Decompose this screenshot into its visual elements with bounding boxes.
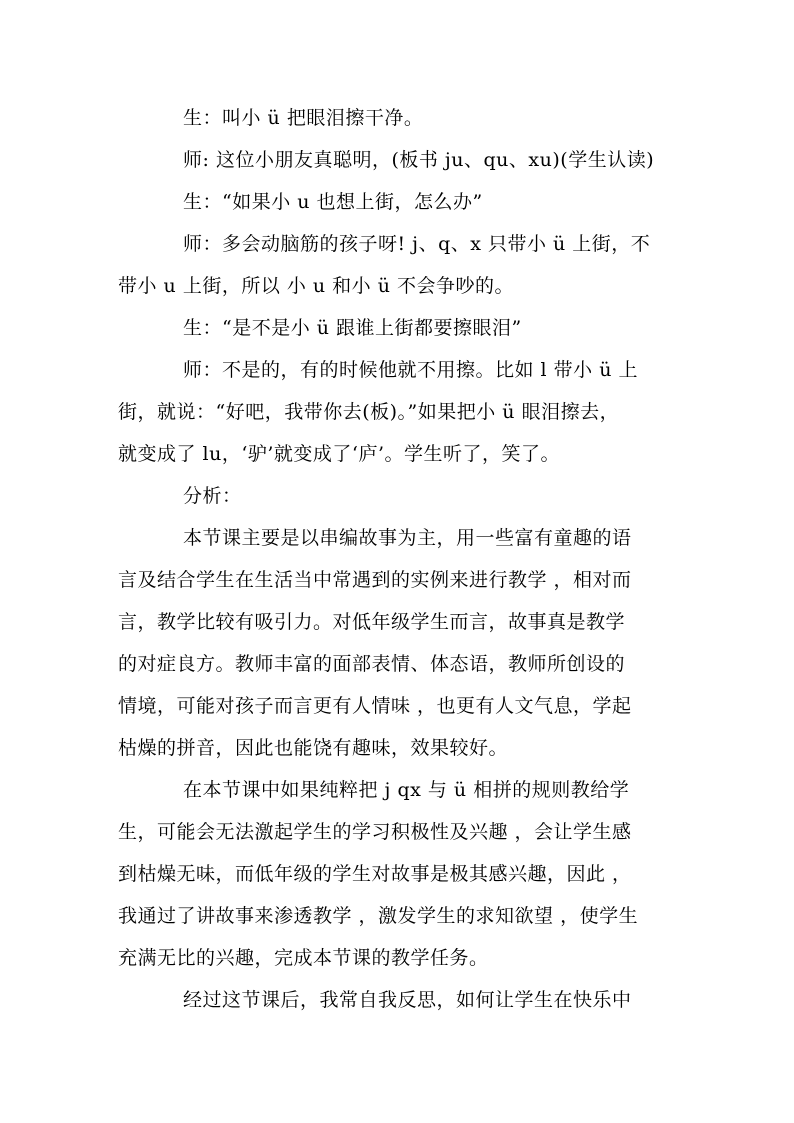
text-line: 街，就说：“好吧，我带你去(板)。”如果把小 ü 眼泪擦去， — [118, 401, 620, 423]
text-line: 到枯燥无味，而低年级的学生对故事是极其感兴趣，因此 ， — [118, 863, 632, 885]
text-line: 情境，可能对孩子而言更有人情味 ，也更有人文气息，学起 — [118, 695, 632, 717]
text-line: 在本节课中如果纯粹把 j qx 与 ü 相拼的规则教给学 — [183, 779, 630, 801]
text-line: 言及结合学生在生活当中常遇到的实例来进行教学 ，相对而 — [118, 569, 632, 591]
text-line: 生：叫小 ü 把眼泪擦干净。 — [183, 107, 424, 129]
text-line: 我通过了讲故事来渗透教学 ，激发学生的求知欲望 ，使学生 — [118, 905, 639, 927]
text-line: 充满无比的兴趣，完成本节课的教学任务。 — [118, 947, 489, 969]
text-line: 生，可能会无法激起学生的学习积极性及兴趣 ，会让学生感 — [118, 821, 632, 843]
text-line: 本节课主要是以串编故事为主，用一些富有童趣的语 — [183, 527, 632, 549]
text-line: 生：“如果小 u 也想上街，怎么办” — [183, 191, 483, 213]
text-line: 经过这节课后，我常自我反思，如何让学生在快乐中 — [183, 989, 632, 1011]
text-line: 言，教学比较有吸引力。对低年级学生而言，故事真是教学 — [118, 611, 626, 633]
text-line: 师: 这位小朋友真聪明，(板书 ju、qu、xu)(学生认读) — [183, 149, 655, 171]
text-line: 生：“是不是小 ü 跟谁上街都要擦眼泪” — [183, 317, 522, 339]
text-line: 枯燥的拼音，因此也能饶有趣味，效果较好。 — [118, 737, 509, 759]
text-line: 师：多会动脑筋的孩子呀! j、q、x 只带小 ü 上街，不 — [183, 233, 651, 255]
text-line: 师：不是的，有的时候他就不用擦。比如 l 带小 ü 上 — [183, 359, 638, 381]
text-line: 的对症良方。教师丰富的面部表情、体态语，教师所创设的 — [118, 653, 626, 675]
text-line: 就变成了 lu，‘驴’就变成了‘庐’。学生听了，笑了。 — [118, 443, 561, 465]
text-line: 带小 u 上街，所以 小 u 和小 ü 不会争吵的。 — [118, 275, 514, 297]
section-heading: 分析： — [183, 485, 242, 507]
